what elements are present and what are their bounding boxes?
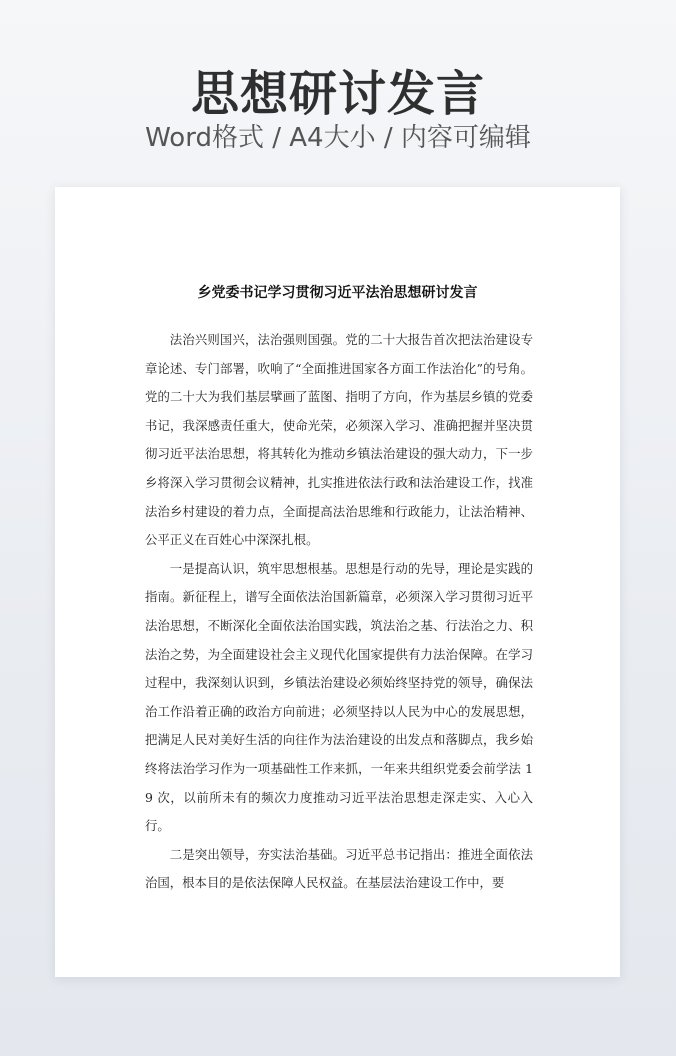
document-body (145, 326, 533, 898)
document-paragraph: 法治兴则国兴，法治强则国强。党的二十大报告首次把法治建设专章论述、专门部署，吹响了“全面推进国家各方面工作法治化”的号角。党的二十大为我们基层擘画了蓝图、指明了方向，作为基层乡镇的党委书记，我深感责任重大，使命光荣，必须深入学习、准确把握并坚决贯彻习近平法治思想，将其转化为推动乡镇法治建设的强大动力，下一步乡将深入学习贯彻会议精神，扎实推进依法行政和法治建设工作，找准法治乡村建设的着力点，全面提高法治思维和行政能力，让法治精神、公平正义在百姓心中深深扎根。 (145, 332, 533, 548)
document-page (55, 187, 620, 977)
document-paragraph: 一是提高认识，筑牢思想根基。思想是行动的先导，理论是实践的指南。新征程上，谱写全面依法治国新篇章，必须深入学习贯彻习近平法治思想，不断深化全面依法治国实践，筑法治之基、行法治之力、积法治之势，为全面建设社会主义现代化国家提供有力法治保障。在学习过程中，我深刻认识到，乡镇法治建设必须始终坚持党的领导，确保法治工作沿着正确的政治方向前进；必须坚持以人民为中心的发展思想，把满足人民对美好生活的向往作为法治建设的出发点和落脚点，我乡始终将法治学习作为一项基础性工作来抓，一年来共组织党委会前学法 19 次，以前所未有的频次力度推动习近平法治思想走深走实、入心入行。 (145, 560, 533, 834)
page-subtitle: Word格式 / A4大小 / 内容可编辑 (145, 123, 531, 153)
document-paragraph: 二是突出领导，夯实法治基础。习近平总书记指出：推进全面依法治国，根本目的是依法保障人民权益。在基层法治建设工作中，要 (145, 846, 533, 891)
page-title: 思想研讨发言 (190, 66, 485, 122)
document-title: 乡党委书记学习贯彻习近平法治思想研讨发言 (197, 285, 478, 301)
